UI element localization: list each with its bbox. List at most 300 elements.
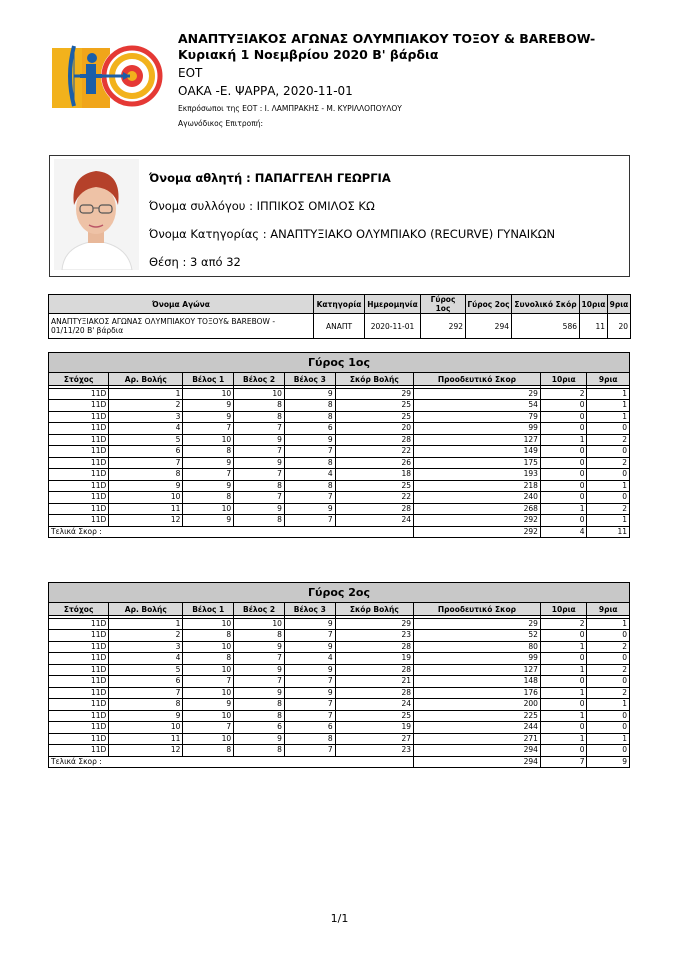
end-cell: 0 bbox=[587, 630, 630, 642]
round-column-header: Στόχος bbox=[49, 603, 109, 616]
end-cell: 8 bbox=[183, 446, 234, 458]
end-cell: 0 bbox=[540, 722, 587, 734]
end-row bbox=[49, 388, 630, 400]
end-cell: 11D bbox=[49, 503, 109, 515]
final-score-cell: 9 bbox=[587, 756, 630, 768]
end-cell: 4 bbox=[284, 469, 335, 481]
end-cell: 0 bbox=[540, 676, 587, 688]
end-cell: 10 bbox=[183, 618, 234, 630]
end-cell: 8 bbox=[234, 699, 285, 711]
end-cell: 6 bbox=[109, 676, 183, 688]
end-cell: 4 bbox=[109, 653, 183, 665]
venue-date: ΟΑΚΑ -Ε. ΨΑΡΡΑ, 2020-11-01 bbox=[178, 84, 353, 98]
end-cell: 268 bbox=[413, 503, 540, 515]
federation-logo bbox=[52, 34, 166, 124]
round-title: Γύρος 2ος bbox=[49, 583, 630, 603]
round-column-header: Προοδευτικό Σκορ bbox=[413, 603, 540, 616]
end-cell: 240 bbox=[413, 492, 540, 504]
round-column-header: 9ρια bbox=[587, 603, 630, 616]
end-cell: 9 bbox=[183, 457, 234, 469]
round-column-header: 9ρια bbox=[587, 373, 630, 386]
round-column-header: Βέλος 3 bbox=[284, 603, 335, 616]
end-cell: 10 bbox=[183, 710, 234, 722]
competition-summary-table bbox=[48, 294, 631, 339]
end-cell: 8 bbox=[183, 745, 234, 757]
end-cell: 0 bbox=[540, 446, 587, 458]
end-cell: 8 bbox=[234, 710, 285, 722]
end-cell: 1 bbox=[587, 411, 630, 423]
end-row bbox=[49, 480, 630, 492]
end-cell: 6 bbox=[284, 722, 335, 734]
final-score-cell: 294 bbox=[413, 756, 540, 768]
end-cell: 19 bbox=[335, 653, 413, 665]
end-cell: 27 bbox=[335, 733, 413, 745]
end-cell: 11D bbox=[49, 699, 109, 711]
end-cell: 28 bbox=[335, 503, 413, 515]
end-cell: 21 bbox=[335, 676, 413, 688]
end-cell: 9 bbox=[284, 641, 335, 653]
round-header-row bbox=[49, 373, 630, 386]
end-row bbox=[49, 400, 630, 412]
end-cell: 149 bbox=[413, 446, 540, 458]
summary-cell: 292 bbox=[421, 314, 466, 339]
end-cell: 24 bbox=[335, 699, 413, 711]
end-cell: 0 bbox=[587, 423, 630, 435]
end-cell: 8 bbox=[234, 745, 285, 757]
end-cell: 225 bbox=[413, 710, 540, 722]
end-cell: 11D bbox=[49, 664, 109, 676]
end-cell: 200 bbox=[413, 699, 540, 711]
end-cell: 148 bbox=[413, 676, 540, 688]
summary-cell: 586 bbox=[512, 314, 580, 339]
end-cell: 1 bbox=[540, 434, 587, 446]
end-cell: 0 bbox=[587, 710, 630, 722]
end-cell: 1 bbox=[109, 618, 183, 630]
final-score-cell: 292 bbox=[413, 526, 540, 538]
end-cell: 6 bbox=[284, 423, 335, 435]
end-cell: 7 bbox=[234, 423, 285, 435]
summary-cell: 294 bbox=[466, 314, 512, 339]
end-row bbox=[49, 434, 630, 446]
end-cell: 24 bbox=[335, 515, 413, 527]
final-score-row bbox=[49, 756, 630, 768]
end-cell: 4 bbox=[284, 653, 335, 665]
end-cell: 175 bbox=[413, 457, 540, 469]
end-cell: 11D bbox=[49, 676, 109, 688]
end-cell: 26 bbox=[335, 457, 413, 469]
end-cell: 10 bbox=[109, 722, 183, 734]
end-cell: 5 bbox=[109, 664, 183, 676]
end-cell: 1 bbox=[540, 687, 587, 699]
end-cell: 3 bbox=[109, 411, 183, 423]
end-cell: 25 bbox=[335, 400, 413, 412]
end-cell: 9 bbox=[284, 388, 335, 400]
summary-header: Γύρος 1ος bbox=[421, 295, 466, 314]
end-cell: 28 bbox=[335, 687, 413, 699]
end-cell: 8 bbox=[183, 653, 234, 665]
end-cell: 1 bbox=[587, 388, 630, 400]
end-cell: 0 bbox=[587, 745, 630, 757]
end-cell: 2 bbox=[587, 503, 630, 515]
end-row bbox=[49, 618, 630, 630]
summary-header: Όνομα Αγώνα bbox=[49, 295, 314, 314]
end-cell: 11D bbox=[49, 400, 109, 412]
end-row bbox=[49, 733, 630, 745]
end-cell: 11D bbox=[49, 641, 109, 653]
end-cell: 218 bbox=[413, 480, 540, 492]
end-cell: 10 bbox=[234, 618, 285, 630]
end-cell: 7 bbox=[284, 630, 335, 642]
end-cell: 10 bbox=[234, 388, 285, 400]
athlete-club: Όνομα συλλόγου : ΙΠΠΙΚΟΣ ΟΜΙΛΟΣ ΚΩ bbox=[149, 199, 375, 213]
end-cell: 2 bbox=[109, 400, 183, 412]
end-cell: 8 bbox=[234, 630, 285, 642]
end-cell: 1 bbox=[587, 699, 630, 711]
end-cell: 11D bbox=[49, 411, 109, 423]
end-cell: 1 bbox=[540, 710, 587, 722]
end-cell: 9 bbox=[109, 480, 183, 492]
round-header-row bbox=[49, 603, 630, 616]
end-cell: 9 bbox=[284, 503, 335, 515]
end-row bbox=[49, 699, 630, 711]
end-cell: 3 bbox=[109, 641, 183, 653]
end-cell: 0 bbox=[540, 653, 587, 665]
end-row bbox=[49, 446, 630, 458]
end-cell: 11D bbox=[49, 618, 109, 630]
end-cell: 5 bbox=[109, 434, 183, 446]
round-title: Γύρος 1ος bbox=[49, 353, 630, 373]
end-cell: 12 bbox=[109, 515, 183, 527]
end-cell: 294 bbox=[413, 745, 540, 757]
end-cell: 0 bbox=[540, 480, 587, 492]
end-cell: 8 bbox=[284, 457, 335, 469]
end-cell: 11D bbox=[49, 388, 109, 400]
end-cell: 10 bbox=[183, 503, 234, 515]
end-cell: 2 bbox=[540, 388, 587, 400]
athlete-category: Όνομα Κατηγορίας : ΑΝΑΠΤΥΞΙΑΚΟ ΟΛΥΜΠΙΑΚΟ (RECURVE) ΓΥΝΑΙΚΩΝ bbox=[149, 227, 556, 241]
end-cell: 8 bbox=[284, 400, 335, 412]
end-cell: 7 bbox=[284, 710, 335, 722]
end-cell: 7 bbox=[284, 699, 335, 711]
end-cell: 29 bbox=[335, 618, 413, 630]
end-cell: 1 bbox=[540, 733, 587, 745]
end-cell: 9 bbox=[284, 664, 335, 676]
end-cell: 8 bbox=[284, 411, 335, 423]
round-column-header: Σκόρ Βολής bbox=[335, 603, 413, 616]
end-cell: 7 bbox=[109, 457, 183, 469]
summary-header-row bbox=[49, 295, 631, 314]
round-column-header: Αρ. Βολής bbox=[109, 603, 183, 616]
end-cell: 0 bbox=[540, 699, 587, 711]
end-cell: 127 bbox=[413, 434, 540, 446]
end-cell: 7 bbox=[284, 745, 335, 757]
end-cell: 0 bbox=[540, 457, 587, 469]
end-cell: 9 bbox=[183, 480, 234, 492]
end-cell: 11D bbox=[49, 457, 109, 469]
end-cell: 0 bbox=[540, 492, 587, 504]
end-cell: 22 bbox=[335, 492, 413, 504]
end-cell: 11D bbox=[49, 687, 109, 699]
summary-cell: 11 bbox=[580, 314, 608, 339]
end-cell: 28 bbox=[335, 434, 413, 446]
end-cell: 29 bbox=[335, 388, 413, 400]
end-cell: 11 bbox=[109, 503, 183, 515]
end-cell: 7 bbox=[183, 676, 234, 688]
end-cell: 1 bbox=[587, 733, 630, 745]
end-cell: 193 bbox=[413, 469, 540, 481]
end-cell: 9 bbox=[234, 733, 285, 745]
end-row bbox=[49, 515, 630, 527]
end-cell: 8 bbox=[234, 400, 285, 412]
competition-title: ΑΝΑΠΤΥΞΙΑΚΟΣ ΑΓΩΝΑΣ ΟΛΥΜΠΙΑΚΟΥ ΤΟΞΟΥ & BAREBOW- Κυριακή 1 Νοεμβρίου 2020 Β' βάρδια bbox=[178, 31, 596, 62]
end-cell: 9 bbox=[284, 618, 335, 630]
round-column-header: Αρ. Βολής bbox=[109, 373, 183, 386]
end-cell: 25 bbox=[335, 411, 413, 423]
summary-header: Ημερομηνία bbox=[365, 295, 421, 314]
final-score-row bbox=[49, 526, 630, 538]
round-column-header: Σκόρ Βολής bbox=[335, 373, 413, 386]
round-column-header: Βέλος 2 bbox=[234, 603, 285, 616]
end-cell: 11D bbox=[49, 710, 109, 722]
end-cell: 7 bbox=[183, 469, 234, 481]
end-cell: 7 bbox=[234, 492, 285, 504]
end-cell: 11D bbox=[49, 630, 109, 642]
summary-header: Κατηγορία bbox=[314, 295, 365, 314]
end-cell: 11D bbox=[49, 469, 109, 481]
end-cell: 2 bbox=[540, 618, 587, 630]
end-row bbox=[49, 687, 630, 699]
end-cell: 1 bbox=[540, 664, 587, 676]
end-cell: 7 bbox=[234, 469, 285, 481]
end-cell: 10 bbox=[183, 434, 234, 446]
end-cell: 54 bbox=[413, 400, 540, 412]
summary-cell: ΑΝΑΠΤΥΞΙΑΚΟΣ ΑΓΩΝΑΣ ΟΛΥΜΠΙΑΚΟΥ ΤΟΞΟΥ& BAREBOW - 01/11/20 Β' βάρδια bbox=[49, 314, 314, 339]
end-row bbox=[49, 630, 630, 642]
end-cell: 9 bbox=[284, 434, 335, 446]
end-cell: 10 bbox=[183, 687, 234, 699]
round-column-header: 10ρια bbox=[540, 373, 587, 386]
end-cell: 99 bbox=[413, 653, 540, 665]
end-cell: 1 bbox=[540, 503, 587, 515]
end-cell: 2 bbox=[587, 457, 630, 469]
end-cell: 29 bbox=[413, 618, 540, 630]
end-cell: 10 bbox=[183, 641, 234, 653]
end-cell: 0 bbox=[540, 411, 587, 423]
athlete-photo bbox=[54, 159, 139, 270]
end-cell: 9 bbox=[183, 699, 234, 711]
round-column-header: Προοδευτικό Σκορ bbox=[413, 373, 540, 386]
end-cell: 29 bbox=[413, 388, 540, 400]
end-cell: 0 bbox=[587, 676, 630, 688]
athlete-info-box bbox=[49, 155, 630, 277]
end-row bbox=[49, 423, 630, 435]
end-cell: 6 bbox=[109, 446, 183, 458]
end-cell: 9 bbox=[234, 457, 285, 469]
end-cell: 7 bbox=[284, 676, 335, 688]
end-cell: 7 bbox=[109, 687, 183, 699]
end-cell: 0 bbox=[587, 446, 630, 458]
end-cell: 11D bbox=[49, 733, 109, 745]
summary-cell: ΑΝΑΠΤ bbox=[314, 314, 365, 339]
summary-header: Συνολικό Σκόρ bbox=[512, 295, 580, 314]
round-column-header: 10ρια bbox=[540, 603, 587, 616]
end-cell: 25 bbox=[335, 480, 413, 492]
end-cell: 20 bbox=[335, 423, 413, 435]
end-cell: 10 bbox=[109, 492, 183, 504]
summary-header: 9ρια bbox=[608, 295, 631, 314]
end-cell: 28 bbox=[335, 641, 413, 653]
end-row bbox=[49, 664, 630, 676]
end-cell: 2 bbox=[587, 664, 630, 676]
page-number: 1/1 bbox=[330, 912, 349, 925]
end-cell: 7 bbox=[284, 446, 335, 458]
end-cell: 0 bbox=[540, 515, 587, 527]
end-cell: 11D bbox=[49, 722, 109, 734]
end-cell: 0 bbox=[587, 722, 630, 734]
summary-cell: 20 bbox=[608, 314, 631, 339]
end-cell: 4 bbox=[109, 423, 183, 435]
summary-header: 10ρια bbox=[580, 295, 608, 314]
end-cell: 9 bbox=[234, 664, 285, 676]
end-cell: 2 bbox=[587, 434, 630, 446]
representatives: Εκπρόσωποι της ΕΟΤ : Ι. ΛΑΜΠΡΑΚΗΣ - Μ. ΚΥΡΙΛΛΟΠΟΥΛΟΥ bbox=[178, 104, 402, 113]
round-column-header: Βέλος 3 bbox=[284, 373, 335, 386]
end-cell: 127 bbox=[413, 664, 540, 676]
end-cell: 11D bbox=[49, 653, 109, 665]
end-cell: 2 bbox=[587, 687, 630, 699]
round-title-row bbox=[49, 583, 630, 603]
end-cell: 23 bbox=[335, 745, 413, 757]
end-cell: 8 bbox=[284, 733, 335, 745]
end-row bbox=[49, 653, 630, 665]
end-cell: 8 bbox=[234, 515, 285, 527]
end-cell: 1 bbox=[587, 400, 630, 412]
end-cell: 9 bbox=[183, 515, 234, 527]
final-score-cell: 11 bbox=[587, 526, 630, 538]
end-cell: 7 bbox=[234, 676, 285, 688]
end-row bbox=[49, 457, 630, 469]
end-cell: 11D bbox=[49, 515, 109, 527]
end-cell: 0 bbox=[540, 630, 587, 642]
end-cell: 7 bbox=[284, 515, 335, 527]
end-cell: 25 bbox=[335, 710, 413, 722]
end-cell: 8 bbox=[183, 492, 234, 504]
end-cell: 11D bbox=[49, 423, 109, 435]
end-cell: 7 bbox=[183, 423, 234, 435]
end-cell: 1 bbox=[587, 515, 630, 527]
end-cell: 271 bbox=[413, 733, 540, 745]
end-cell: 9 bbox=[109, 710, 183, 722]
end-cell: 12 bbox=[109, 745, 183, 757]
end-cell: 9 bbox=[284, 687, 335, 699]
round-1-table bbox=[48, 352, 630, 538]
round-column-header: Βέλος 2 bbox=[234, 373, 285, 386]
end-cell: 1 bbox=[540, 641, 587, 653]
round-column-header: Στόχος bbox=[49, 373, 109, 386]
end-cell: 8 bbox=[284, 480, 335, 492]
end-row bbox=[49, 710, 630, 722]
end-cell: 8 bbox=[109, 699, 183, 711]
final-score-label: Τελικά Σκορ : bbox=[49, 756, 414, 768]
end-cell: 9 bbox=[234, 434, 285, 446]
end-cell: 22 bbox=[335, 446, 413, 458]
end-cell: 2 bbox=[109, 630, 183, 642]
end-row bbox=[49, 411, 630, 423]
end-cell: 0 bbox=[540, 745, 587, 757]
end-cell: 9 bbox=[183, 411, 234, 423]
end-cell: 99 bbox=[413, 423, 540, 435]
end-cell: 10 bbox=[183, 733, 234, 745]
end-cell: 11 bbox=[109, 733, 183, 745]
round-title-row bbox=[49, 353, 630, 373]
end-cell: 9 bbox=[234, 641, 285, 653]
final-score-cell: 4 bbox=[540, 526, 587, 538]
end-cell: 11D bbox=[49, 492, 109, 504]
end-cell: 0 bbox=[540, 423, 587, 435]
end-cell: 1 bbox=[587, 480, 630, 492]
end-cell: 1 bbox=[587, 618, 630, 630]
end-cell: 11D bbox=[49, 745, 109, 757]
end-cell: 0 bbox=[540, 400, 587, 412]
end-cell: 176 bbox=[413, 687, 540, 699]
summary-cell: 2020-11-01 bbox=[365, 314, 421, 339]
end-row bbox=[49, 641, 630, 653]
end-cell: 7 bbox=[234, 653, 285, 665]
end-cell: 0 bbox=[587, 653, 630, 665]
end-cell: 9 bbox=[183, 400, 234, 412]
end-cell: 0 bbox=[540, 469, 587, 481]
end-row bbox=[49, 503, 630, 515]
end-cell: 2 bbox=[587, 641, 630, 653]
end-cell: 11D bbox=[49, 434, 109, 446]
end-cell: 6 bbox=[234, 722, 285, 734]
end-cell: 1 bbox=[109, 388, 183, 400]
end-row bbox=[49, 469, 630, 481]
end-cell: 79 bbox=[413, 411, 540, 423]
end-cell: 23 bbox=[335, 630, 413, 642]
organizer: ΕΟΤ bbox=[178, 66, 203, 80]
end-cell: 9 bbox=[234, 503, 285, 515]
end-cell: 11D bbox=[49, 480, 109, 492]
end-row bbox=[49, 492, 630, 504]
end-cell: 8 bbox=[234, 480, 285, 492]
athlete-position: Θέση : 3 από 32 bbox=[149, 255, 241, 269]
final-score-label: Τελικά Σκορ : bbox=[49, 526, 414, 538]
end-cell: 10 bbox=[183, 664, 234, 676]
end-cell: 292 bbox=[413, 515, 540, 527]
end-cell: 8 bbox=[183, 630, 234, 642]
end-cell: 11D bbox=[49, 446, 109, 458]
end-cell: 7 bbox=[183, 722, 234, 734]
end-row bbox=[49, 745, 630, 757]
end-cell: 8 bbox=[234, 411, 285, 423]
end-cell: 9 bbox=[234, 687, 285, 699]
end-cell: 80 bbox=[413, 641, 540, 653]
end-cell: 18 bbox=[335, 469, 413, 481]
summary-row bbox=[49, 314, 631, 339]
round-column-header: Βέλος 1 bbox=[183, 603, 234, 616]
judges-committee: Αγωνόδικος Επιτροπή: bbox=[178, 119, 264, 128]
end-row bbox=[49, 722, 630, 734]
end-cell: 10 bbox=[183, 388, 234, 400]
end-cell: 28 bbox=[335, 664, 413, 676]
end-cell: 0 bbox=[587, 492, 630, 504]
end-row bbox=[49, 676, 630, 688]
round-column-header: Βέλος 1 bbox=[183, 373, 234, 386]
end-cell: 244 bbox=[413, 722, 540, 734]
summary-header: Γύρος 2ος bbox=[466, 295, 512, 314]
end-cell: 0 bbox=[587, 469, 630, 481]
